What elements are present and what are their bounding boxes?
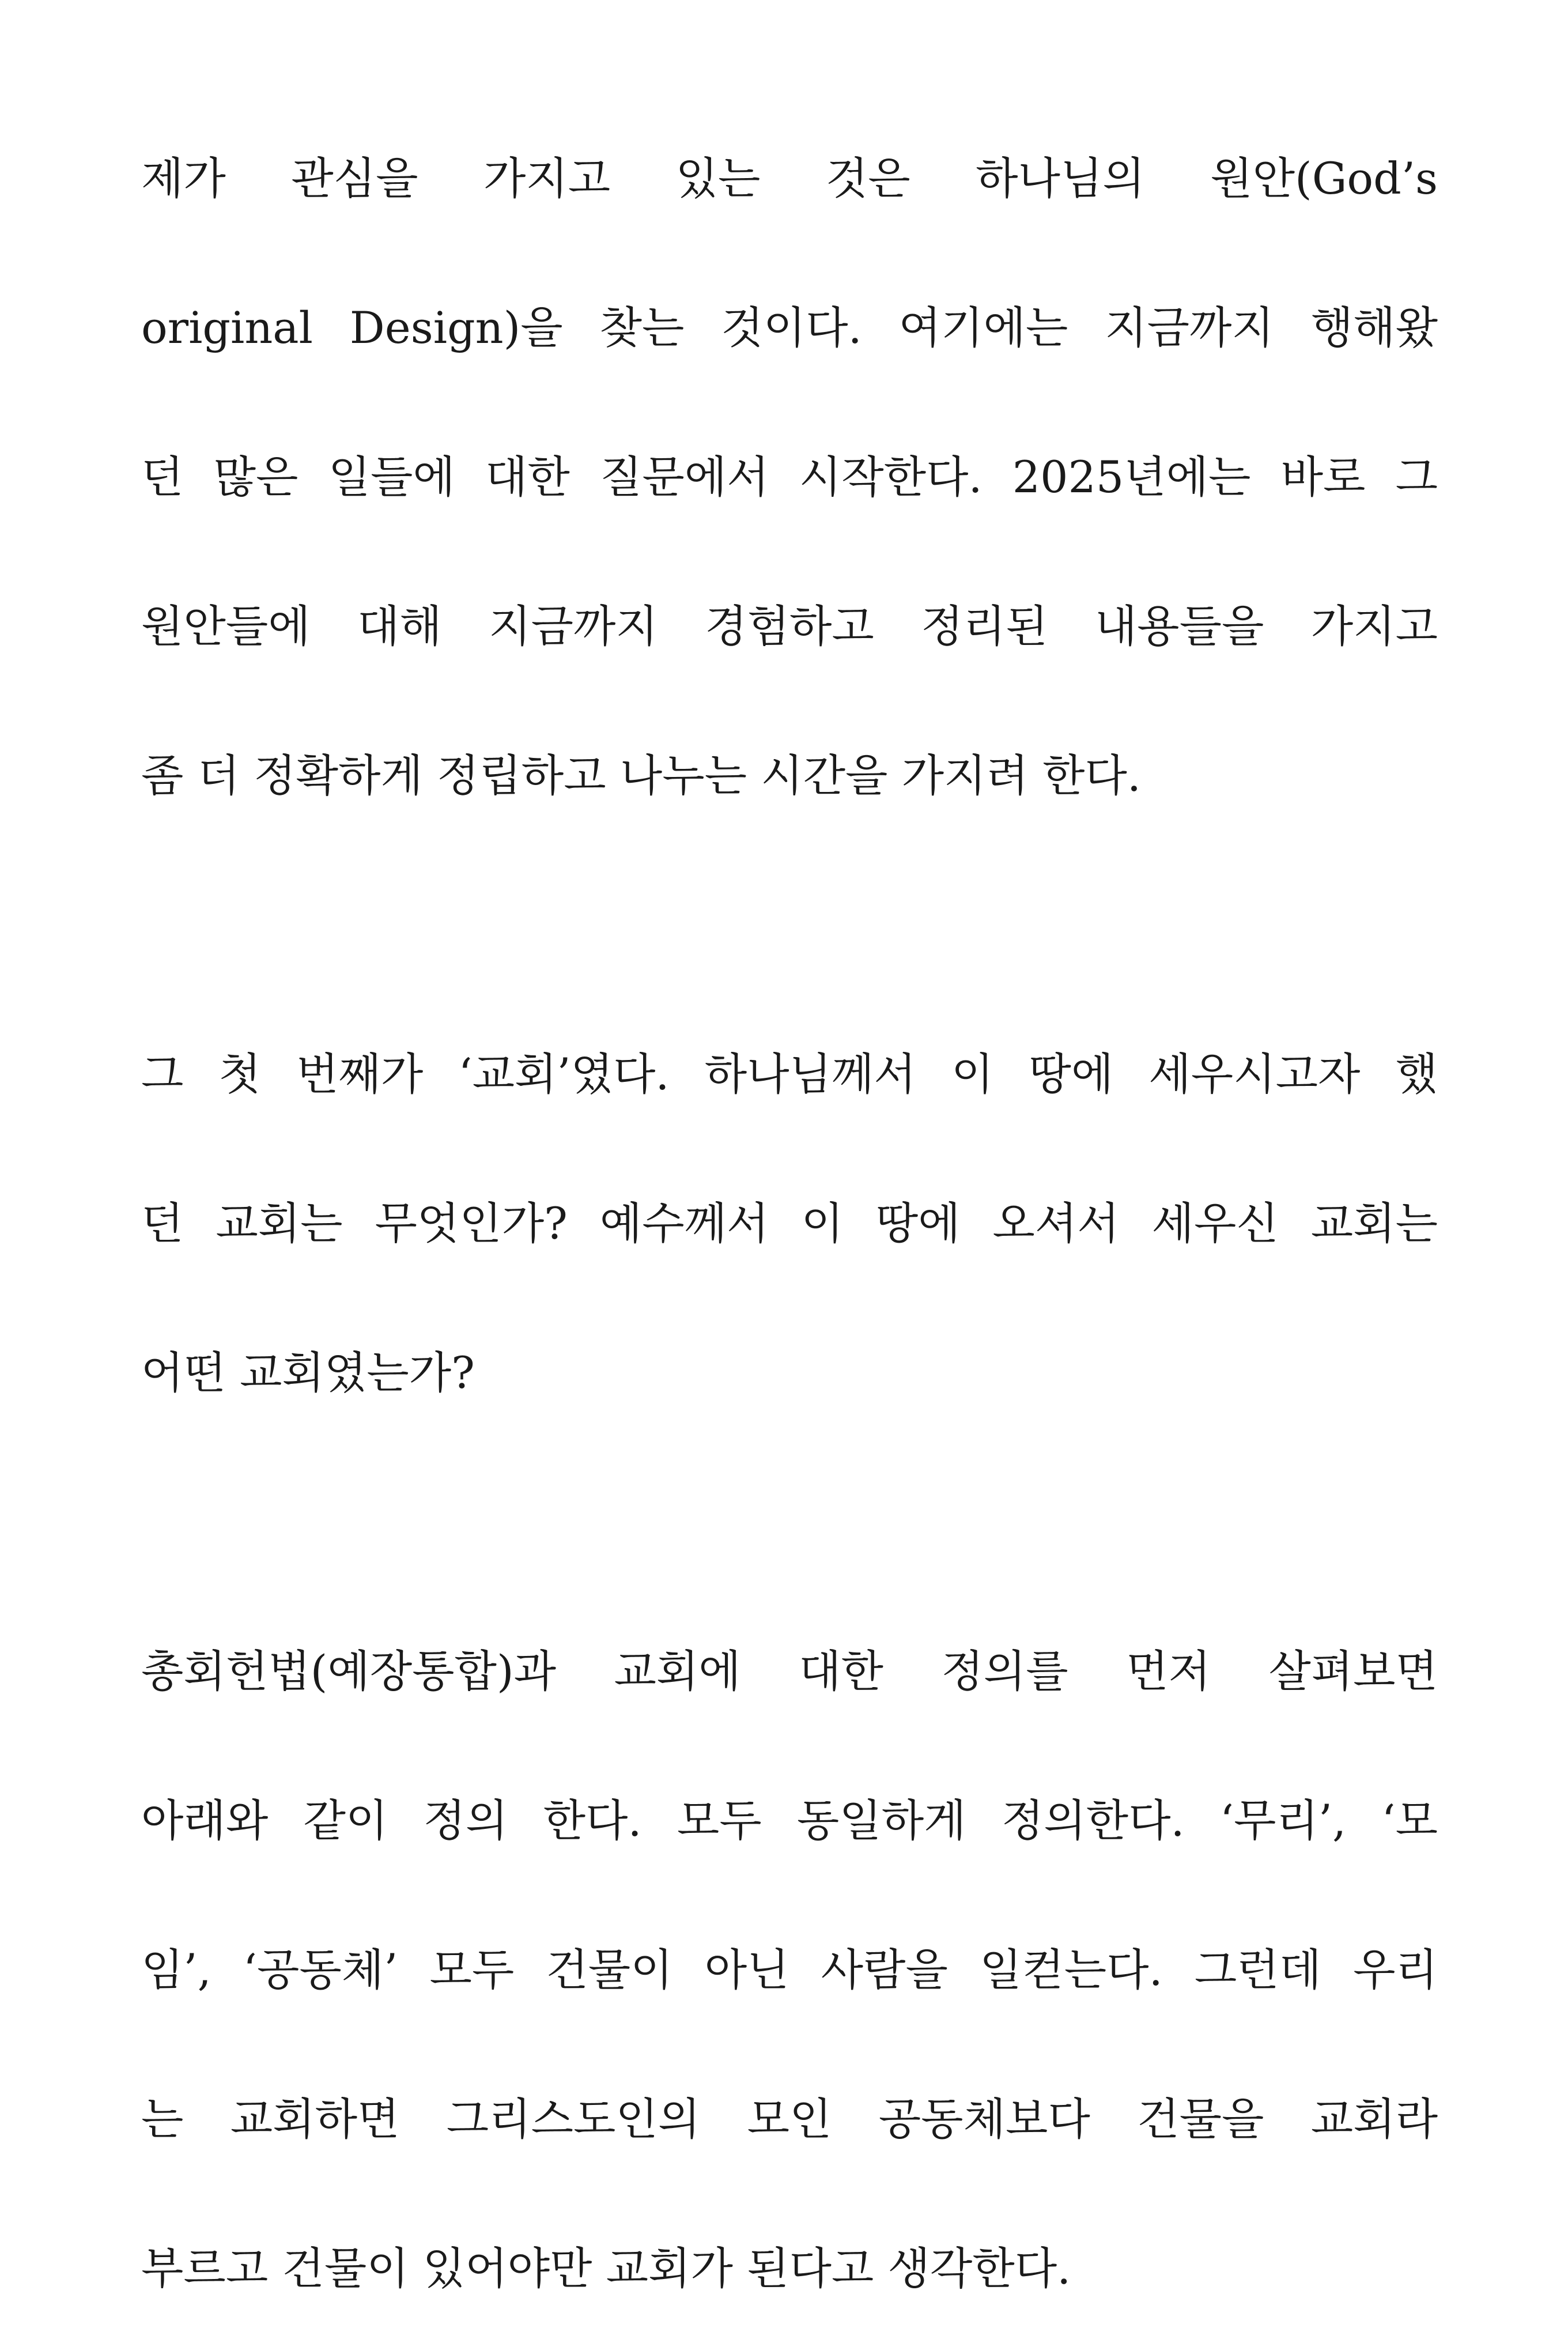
paragraph-line: 어떤 교회였는가? bbox=[141, 1347, 475, 1398]
paragraph-line: 아래와 같이 정의 한다. 모두 동일하게 정의한다. ‘무리’, ‘모 bbox=[141, 1795, 1438, 1846]
paragraph-line: 총회헌법(예장통합)과 교회에 대한 정의를 먼저 살펴보면 bbox=[141, 1646, 1438, 1697]
paragraph-original-design bbox=[141, 104, 1438, 850]
paragraph-line: 던 교회는 무엇인가? 예수께서 이 땅에 오셔서 세우신 교회는 bbox=[141, 1198, 1438, 1249]
paragraph-line: 는 교회하면 그리스도인의 모인 공동체보다 건물을 교회라 bbox=[141, 2093, 1438, 2145]
paragraph-church-definition bbox=[141, 1597, 1438, 2343]
paragraph-line: 부르고 건물이 있어야만 교회가 된다고 생각한다. bbox=[141, 2243, 1071, 2294]
paragraph-line: 임’, ‘공동체’ 모두 건물이 아닌 사람을 일컫는다. 그런데 우리 bbox=[141, 1944, 1438, 1995]
paragraph-line: 제가 관심을 가지고 있는 것은 하나님의 원안(God’s bbox=[141, 153, 1438, 204]
document-body bbox=[141, 104, 1438, 2343]
paragraph-line: 그 첫 번째가 ‘교회’였다. 하나님께서 이 땅에 세우시고자 했 bbox=[141, 1048, 1438, 1100]
paragraph-first-church bbox=[141, 999, 1438, 1447]
paragraph-spacer bbox=[141, 850, 1438, 999]
paragraph-line: original Design)을 찾는 것이다. 여기에는 지금까지 행해왔 bbox=[141, 302, 1438, 353]
paragraph-line: 던 많은 일들에 대한 질문에서 시작한다. 2025년에는 바로 그 bbox=[141, 451, 1438, 503]
paragraph-line: 좀 더 정확하게 정립하고 나누는 시간을 가지려 한다. bbox=[141, 750, 1142, 801]
paragraph-line: 원안들에 대해 지금까지 경험하고 정리된 내용들을 가지고 bbox=[141, 601, 1438, 652]
paragraph-spacer bbox=[141, 1447, 1438, 1597]
